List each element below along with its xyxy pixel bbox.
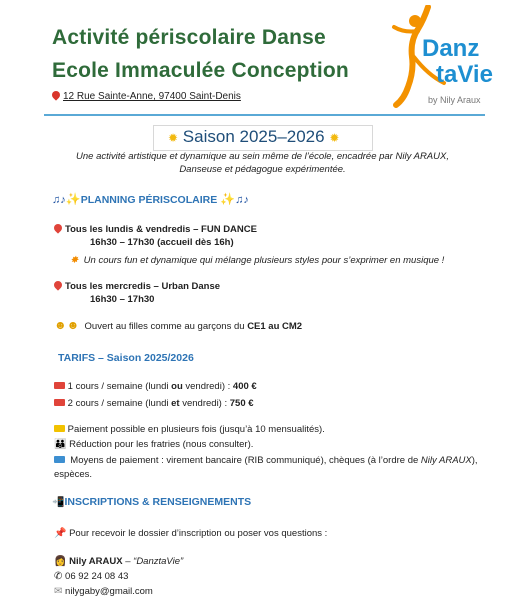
envelope-icon: ✉ [54, 586, 63, 597]
slot2-title-text: Tous les mercredis – Urban Danse [65, 281, 221, 292]
address-text: 12 Rue Sainte-Anne, 97400 Saint-Denis [63, 91, 241, 102]
person-icon: 👩 [54, 556, 67, 567]
tarif-row-2-b: et [171, 398, 180, 409]
credit-card-icon [54, 425, 65, 432]
tarif-row-2-c: vendredi) : [179, 398, 230, 409]
children-icon: ☻☻ [54, 318, 80, 332]
intro-line-1: Une activité artistique et dynamique au sein même de l’école, encadrée par Nily ARAUX, [76, 151, 449, 162]
tarif-row-2-price: 750 € [229, 398, 254, 409]
payment-line-2-text: Réduction pour les fratries (nous consulter). [69, 439, 254, 450]
contact-phone [54, 571, 128, 582]
sparkles-icon: ✨ [65, 192, 81, 206]
planning-heading-text: PLANNING PÉRISCOLAIRE [80, 194, 218, 206]
contact-email [54, 586, 153, 597]
pin-icon [52, 280, 63, 291]
logo-word-danz: Danz [422, 35, 480, 62]
payment-line-3 [54, 455, 478, 466]
payment-line-4: espèces. [54, 469, 93, 480]
inscriptions-intro-text: Pour recevoir le dossier d’inscription ou poser vos questions : [69, 528, 328, 539]
slot1-desc [70, 255, 444, 266]
sun-icon: ✹ [329, 131, 340, 145]
payment-line-1 [54, 424, 325, 435]
open-to [54, 320, 302, 332]
slot1-title-text: Tous les lundis & vendredis – FUN DANCE [65, 224, 257, 235]
family-icon: 👪 [54, 439, 67, 450]
music-notes-icon: ♫♪ [52, 194, 66, 206]
season-title-text: Saison 2025–2026 [182, 127, 325, 146]
header-divider [44, 114, 485, 116]
contact-dash: – [122, 556, 134, 567]
sparkles-icon: ✨ [220, 192, 236, 206]
title-line-2: Ecole Immaculée Conception [52, 59, 349, 82]
logo [388, 5, 508, 113]
contact-phone-text[interactable]: 06 92 24 08 43 [65, 571, 129, 582]
phone-icon: ✆ [54, 571, 63, 582]
payment-line-3-c: ), [471, 455, 478, 466]
contact-brand: “DanztaVie” [133, 556, 184, 567]
logo-word-tavie: taVie [436, 61, 493, 88]
pin-icon [50, 90, 61, 101]
pin-icon [52, 223, 63, 234]
inscriptions-intro [54, 528, 327, 539]
payment-line-2 [54, 439, 253, 450]
payment-line-3-b: Nily ARAUX [420, 455, 472, 466]
season-title [168, 127, 339, 147]
season-intro [40, 150, 485, 176]
logo-byline: by Nily Araux [428, 95, 481, 105]
pushpin-icon: 📌 [54, 528, 67, 539]
title-line-1: Activité périscolaire Danse [52, 26, 326, 49]
ticket-icon [54, 382, 65, 389]
inscriptions-heading-text: INSCRIPTIONS & RENSEIGNEMENTS [64, 496, 252, 508]
slot1-desc-text: Un cours fun et dynamique qui mélange plusieurs styles pour s’exprimer en musique ! [83, 255, 445, 266]
bank-icon [54, 456, 65, 463]
address [52, 91, 241, 102]
contact-name-text: Nily ARAUX [69, 556, 123, 567]
inscriptions-heading [52, 496, 251, 508]
contact-name [54, 556, 183, 567]
open-to-level: CE1 au CM2 [247, 321, 303, 332]
phone-arrow-icon: 📲 [52, 497, 65, 508]
tarifs-heading: TARIFS – Saison 2025/2026 [58, 352, 194, 364]
tarif-row-2-a: 2 cours / semaine (lundi [67, 398, 172, 409]
music-notes-icon: ♫♪ [235, 194, 249, 206]
sun-icon: ✹ [168, 131, 179, 145]
burst-icon: ✸ [70, 255, 79, 266]
planning-heading [52, 192, 249, 206]
tarif-row-2 [54, 398, 254, 409]
payment-line-3-a: Moyens de paiement : virement bancaire (RIB communiqué), chèques (à l’ordre de [70, 455, 421, 466]
ticket-icon [54, 399, 65, 406]
tarif-row-1-b: ou [171, 381, 183, 392]
slot2-time: 16h30 – 17h30 [90, 294, 155, 305]
tarif-row-1-price: 400 € [232, 381, 257, 392]
intro-line-2: Danseuse et pédagogue expérimentée. [179, 164, 346, 175]
slot1-time [90, 237, 234, 248]
slot1-title [54, 224, 257, 235]
tarif-row-1-a: 1 cours / semaine (lundi [67, 381, 172, 392]
slot1-time-text: 16h30 – 17h30 (accueil dès 16h) [90, 237, 234, 248]
payment-line-1-text: Paiement possible en plusieurs fois (jusqu’à 10 mensualités). [67, 424, 325, 435]
slot2-title [54, 281, 220, 292]
open-to-text: Ouvert au filles comme au garçons du [84, 321, 248, 332]
tarif-row-1 [54, 381, 257, 392]
tarif-row-1-c: vendredi) : [182, 381, 233, 392]
contact-email-link[interactable]: nilygaby@gmail.com [65, 586, 153, 597]
